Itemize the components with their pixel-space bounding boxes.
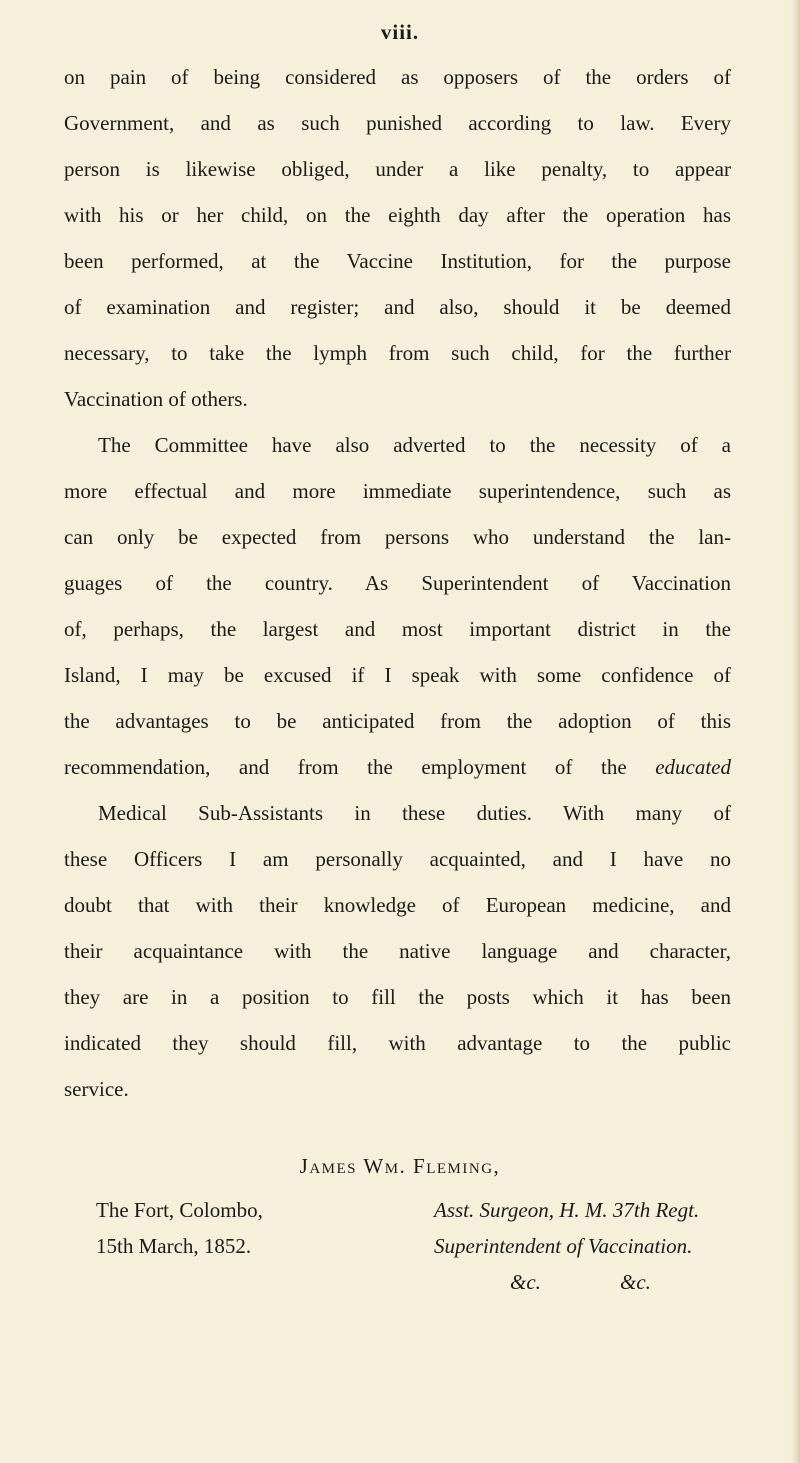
text-line: necessary, to take the lymph from such child, for the further [64, 341, 731, 365]
text-line: with his or her child, on the eighth day after the operation has [64, 203, 731, 227]
text-line: doubt that with their knowledge of European medicine, and [64, 893, 731, 917]
signatory-name [0, 1154, 800, 1179]
text-line: their acquaintance with the native language and character, [64, 939, 731, 963]
text-line: Vaccination of others. [64, 387, 248, 411]
text-line: these Officers I am personally acquainted, and I have no [64, 847, 731, 871]
text-line: the advantages to be anticipated from the adoption of this [64, 709, 731, 733]
text-run: recommendation, and from the employment of the [64, 755, 627, 779]
text-line: of examination and register; and also, should it be deemed [64, 295, 731, 319]
page-edge [790, 0, 800, 1463]
text-line: Government, and as such punished according to law. Every [64, 111, 731, 135]
etcetera-1: &c. [510, 1270, 541, 1294]
signatory-name-text: James Wm. Fleming, [299, 1154, 501, 1178]
text-line [64, 752, 731, 782]
text-line: person is likewise obliged, under a like penalty, to appear [64, 157, 731, 181]
text-line: guages of the country. As Superintendent of Vaccination [64, 571, 731, 595]
signatory-title-2: Superintendent of Vaccination. [434, 1234, 693, 1258]
signing-place: The Fort, Colombo, [96, 1198, 263, 1222]
text-line: been performed, at the Vaccine Institution, for the purpose [64, 249, 731, 273]
text-line: of, perhaps, the largest and most important district in the [64, 617, 731, 641]
etcetera-2: &c. [620, 1270, 651, 1294]
text-line: indicated they should fill, with advantage to the public [64, 1031, 731, 1055]
page-number: viii. [380, 20, 420, 44]
signatory-title-1: Asst. Surgeon, H. M. 37th Regt. [434, 1198, 700, 1222]
text-line: Medical Sub-Assistants in these duties. With many of [98, 801, 731, 825]
text-line: The Committee have also adverted to the necessity of a [98, 433, 731, 457]
text-line: more effectual and more immediate superintendence, such as [64, 479, 731, 503]
text-line: service. [64, 1077, 129, 1101]
text-line: they are in a position to fill the posts which it has been [64, 985, 731, 1009]
text-line: Island, I may be excused if I speak with some confidence of [64, 663, 731, 687]
italic-word: educated [655, 755, 731, 779]
signing-date: 15th March, 1852. [96, 1234, 252, 1258]
text-line: on pain of being considered as opposers of the orders of [64, 65, 731, 89]
text-line: can only be expected from persons who understand the lan- [64, 525, 731, 549]
